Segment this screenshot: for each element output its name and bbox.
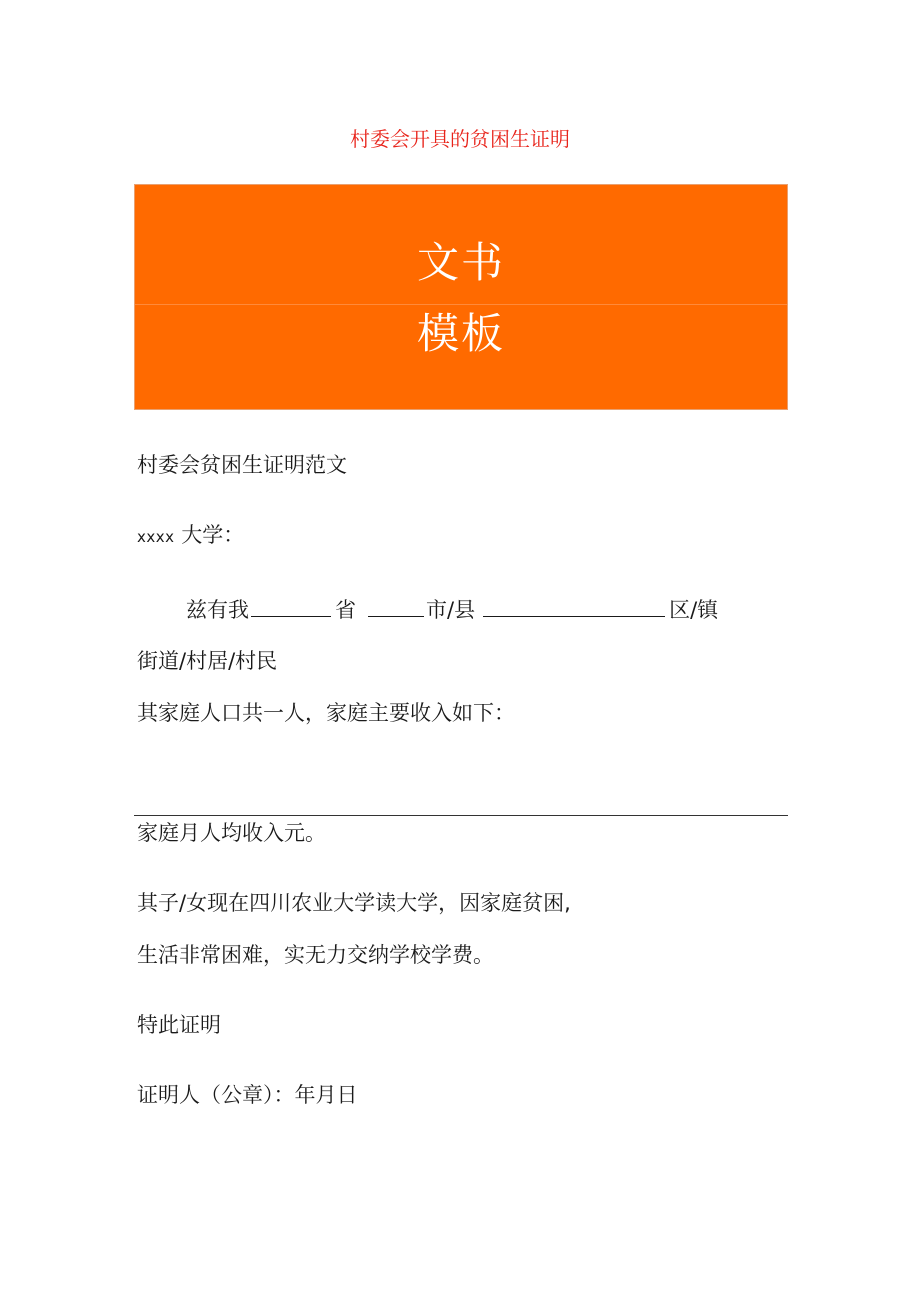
income-line: 家庭月人均收入元。 bbox=[137, 821, 326, 845]
intro-prefix: 兹有我 bbox=[186, 598, 249, 622]
city-blank bbox=[368, 594, 424, 617]
body-household-line: 其家庭人口共一人，家庭主要收入如下： bbox=[137, 701, 515, 725]
banner-line-1: 文书 bbox=[416, 238, 505, 287]
banner-divider bbox=[135, 304, 787, 305]
recipient-line bbox=[137, 520, 244, 552]
district-blank bbox=[483, 594, 665, 617]
template-banner bbox=[134, 184, 788, 410]
hardship-line: 生活非常困难，实无力交纳学校学费。 bbox=[137, 943, 494, 967]
district-town-label: 区/镇 bbox=[669, 598, 719, 622]
city-county-label: 市/县 bbox=[426, 598, 476, 622]
section-heading: 村委会贫困生证明范文 bbox=[137, 453, 347, 477]
province-blank bbox=[251, 594, 331, 617]
recipient-suffix: 大学： bbox=[181, 523, 245, 547]
certify-line: 特此证明 bbox=[137, 1013, 221, 1037]
income-rule-line bbox=[134, 815, 788, 816]
province-label: 省 bbox=[335, 598, 356, 622]
document-title: 村委会开具的贫困生证明 bbox=[350, 127, 570, 151]
university-placeholder: xxxx bbox=[137, 528, 175, 546]
student-line: 其子/女现在四川农业大学读大学，因家庭贫困, bbox=[137, 891, 571, 915]
body-address-line: 街道/村居/村民 bbox=[137, 649, 278, 673]
signer-line: 证明人（公章）：年月日 bbox=[137, 1083, 358, 1107]
banner-line-2: 模板 bbox=[416, 309, 505, 358]
body-intro-line bbox=[186, 594, 718, 625]
